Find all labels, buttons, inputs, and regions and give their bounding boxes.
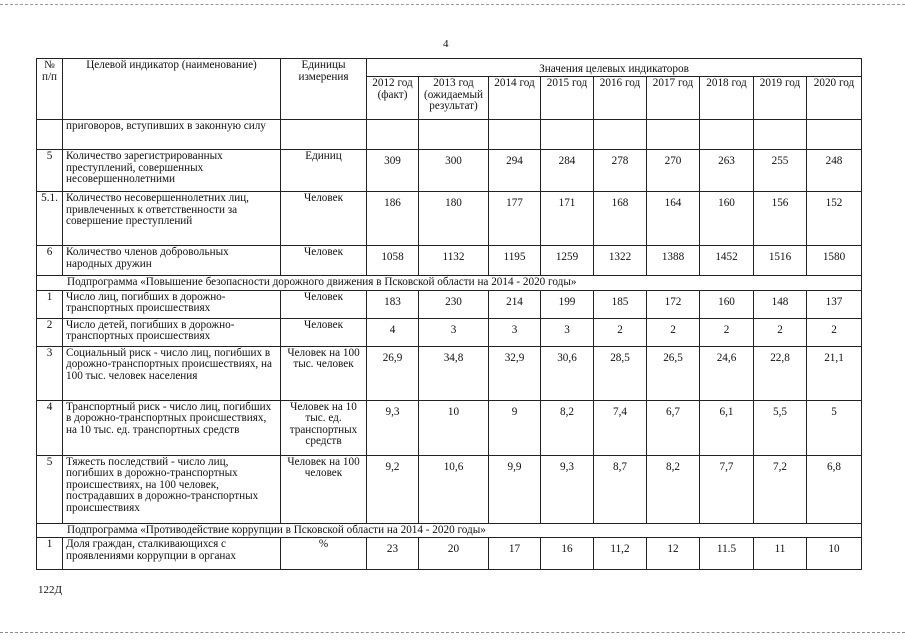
table-row: [37, 455, 862, 523]
indicator-name: Транспортный риск - число лиц, погибших в дорожно-транспортных происшествиях, на 10 тыс. ед. транспортных средств: [63, 400, 281, 455]
value-cell: 20: [419, 538, 489, 570]
value-cell: 1516: [754, 246, 807, 276]
unit-cell: Человек: [281, 290, 367, 318]
value-cell: 1388: [647, 246, 700, 276]
value-cell: 6,8: [807, 455, 862, 523]
value-cell: [419, 120, 489, 150]
value-cell: 1322: [594, 246, 647, 276]
row-number: 2: [37, 318, 63, 346]
table-row: [37, 318, 862, 346]
value-cell: 10,6: [419, 455, 489, 523]
value-cell: 30,6: [541, 346, 594, 400]
value-cell: 152: [807, 192, 862, 246]
value-cell: 10: [419, 400, 489, 455]
table-row: [37, 400, 862, 455]
value-cell: 214: [489, 290, 541, 318]
table-row: [37, 538, 862, 570]
header-year: 2018 год: [700, 77, 754, 120]
value-cell: 7,7: [700, 455, 754, 523]
indicator-name: Количество зарегистрированных преступлений, совершенных несовершеннолетними: [63, 150, 281, 192]
unit-cell: Человек: [281, 246, 367, 276]
value-cell: [367, 120, 419, 150]
indicator-name: Число детей, погибших в дорожно-транспортных происшествиях: [63, 318, 281, 346]
header-year: 2017 год: [647, 77, 700, 120]
value-cell: 11: [754, 538, 807, 570]
value-cell: 171: [541, 192, 594, 246]
header-indicator: Целевой индикатор (наименование): [63, 59, 281, 120]
value-cell: 7,2: [754, 455, 807, 523]
value-cell: 1058: [367, 246, 419, 276]
value-cell: 26,5: [647, 346, 700, 400]
value-cell: 17: [489, 538, 541, 570]
value-cell: 2: [700, 318, 754, 346]
indicators-table: [36, 58, 862, 570]
header-values: Значения целевых индикаторов: [367, 59, 862, 77]
value-cell: [754, 120, 807, 150]
scan-edge-top: [0, 4, 905, 5]
value-cell: 164: [647, 192, 700, 246]
value-cell: 1452: [700, 246, 754, 276]
subprogram-row: [37, 276, 862, 291]
value-cell: 183: [367, 290, 419, 318]
value-cell: 7,4: [594, 400, 647, 455]
indicator-name: приговоров, вступивших в законную силу: [63, 120, 281, 150]
indicator-name: Количество несовершеннолетних лиц, привлеченных к ответственности за совершение преступлений: [63, 192, 281, 246]
value-cell: [807, 120, 862, 150]
value-cell: 3: [541, 318, 594, 346]
table-row: [37, 246, 862, 276]
unit-cell: Человек на 10 тыс. ед. транспортных средств: [281, 400, 367, 455]
value-cell: 3: [419, 318, 489, 346]
value-cell: 10: [807, 538, 862, 570]
indicator-name: Доля граждан, сталкивающихся с проявлениями коррупции в органах: [63, 538, 281, 570]
table-row: [37, 346, 862, 400]
value-cell: 12: [647, 538, 700, 570]
scan-edge-bottom: [0, 632, 905, 633]
table-row: [37, 150, 862, 192]
value-cell: 137: [807, 290, 862, 318]
value-cell: 199: [541, 290, 594, 318]
value-cell: 177: [489, 192, 541, 246]
value-cell: 11,2: [594, 538, 647, 570]
row-number: 1: [37, 290, 63, 318]
value-cell: 230: [419, 290, 489, 318]
indicator-name: Количество членов добровольных народных дружин: [63, 246, 281, 276]
value-cell: 3: [489, 318, 541, 346]
value-cell: 248: [807, 150, 862, 192]
row-number: 5: [37, 455, 63, 523]
value-cell: 23: [367, 538, 419, 570]
value-cell: 9: [489, 400, 541, 455]
value-cell: 148: [754, 290, 807, 318]
header-year: 2019 год: [754, 77, 807, 120]
value-cell: 4: [367, 318, 419, 346]
header-year: 2015 год: [541, 77, 594, 120]
value-cell: 172: [647, 290, 700, 318]
value-cell: 11.5: [700, 538, 754, 570]
unit-cell: Человек: [281, 318, 367, 346]
value-cell: [700, 120, 754, 150]
value-cell: [541, 120, 594, 150]
value-cell: 185: [594, 290, 647, 318]
value-cell: [594, 120, 647, 150]
value-cell: 263: [700, 150, 754, 192]
value-cell: 24,6: [700, 346, 754, 400]
value-cell: 22,8: [754, 346, 807, 400]
value-cell: [647, 120, 700, 150]
row-number: 4: [37, 400, 63, 455]
value-cell: 300: [419, 150, 489, 192]
unit-cell: %: [281, 538, 367, 570]
header-year: 2013 год (ожидаемый результат): [419, 77, 489, 120]
value-cell: 160: [700, 192, 754, 246]
header-year: 2012 год (факт): [367, 77, 419, 120]
value-cell: 180: [419, 192, 489, 246]
value-cell: 1195: [489, 246, 541, 276]
value-cell: 9,2: [367, 455, 419, 523]
value-cell: 9,9: [489, 455, 541, 523]
unit-cell: Единиц: [281, 150, 367, 192]
value-cell: 168: [594, 192, 647, 246]
value-cell: 34,8: [419, 346, 489, 400]
indicator-name: Тяжесть последствий - число лиц, погибших в дорожно-транспортных происшествиях, на 100 человек, пострадавших в дорожно-транспортных происшествиях: [63, 455, 281, 523]
row-number: 5: [37, 150, 63, 192]
value-cell: 8,2: [647, 455, 700, 523]
table-row: [37, 120, 862, 150]
row-number: 6: [37, 246, 63, 276]
value-cell: 32,9: [489, 346, 541, 400]
value-cell: 1259: [541, 246, 594, 276]
value-cell: 278: [594, 150, 647, 192]
value-cell: 2: [754, 318, 807, 346]
value-cell: 186: [367, 192, 419, 246]
row-number: [37, 120, 63, 150]
header-year: 2016 год: [594, 77, 647, 120]
value-cell: 270: [647, 150, 700, 192]
value-cell: 21,1: [807, 346, 862, 400]
unit-cell: Человек на 100 тыс. человек: [281, 346, 367, 400]
value-cell: 160: [700, 290, 754, 318]
value-cell: 26,9: [367, 346, 419, 400]
header-units: Единицы измерения: [281, 59, 367, 120]
value-cell: 8,2: [541, 400, 594, 455]
unit-cell: [281, 120, 367, 150]
table-row: [37, 192, 862, 246]
value-cell: 255: [754, 150, 807, 192]
value-cell: 2: [594, 318, 647, 346]
page-number: 4: [443, 38, 449, 50]
subprogram-row: [37, 523, 862, 538]
value-cell: 5,5: [754, 400, 807, 455]
value-cell: 284: [541, 150, 594, 192]
value-cell: 9,3: [541, 455, 594, 523]
value-cell: 28,5: [594, 346, 647, 400]
footer-code: 122Д: [38, 584, 63, 596]
row-number: 5.1.: [37, 192, 63, 246]
value-cell: 5: [807, 400, 862, 455]
unit-cell: Человек на 100 человек: [281, 455, 367, 523]
subprogram-title: Подпрограмма «Повышение безопасности дорожного движения в Псковской области на 2014 - 2020 годы»: [37, 276, 862, 291]
value-cell: 6,7: [647, 400, 700, 455]
indicator-name: Социальный риск - число лиц, погибших в дорожно-транспортных происшествиях, на 100 тыс. человек населения: [63, 346, 281, 400]
value-cell: 16: [541, 538, 594, 570]
row-number: 3: [37, 346, 63, 400]
unit-cell: Человек: [281, 192, 367, 246]
row-number: 1: [37, 538, 63, 570]
value-cell: 2: [647, 318, 700, 346]
value-cell: [489, 120, 541, 150]
value-cell: 294: [489, 150, 541, 192]
value-cell: 1132: [419, 246, 489, 276]
value-cell: 8,7: [594, 455, 647, 523]
value-cell: 1580: [807, 246, 862, 276]
table-row: [37, 290, 862, 318]
value-cell: 309: [367, 150, 419, 192]
value-cell: 6,1: [700, 400, 754, 455]
value-cell: 2: [807, 318, 862, 346]
header-num: № п/п: [37, 59, 63, 120]
indicator-name: Число лиц, погибших в дорожно-транспортных происшествиях: [63, 290, 281, 318]
header-year: 2014 год: [489, 77, 541, 120]
value-cell: 156: [754, 192, 807, 246]
subprogram-title: Подпрограмма «Противодействие коррупции в Псковской области на 2014 - 2020 годы»: [37, 523, 862, 538]
header-year: 2020 год: [807, 77, 862, 120]
value-cell: 9,3: [367, 400, 419, 455]
